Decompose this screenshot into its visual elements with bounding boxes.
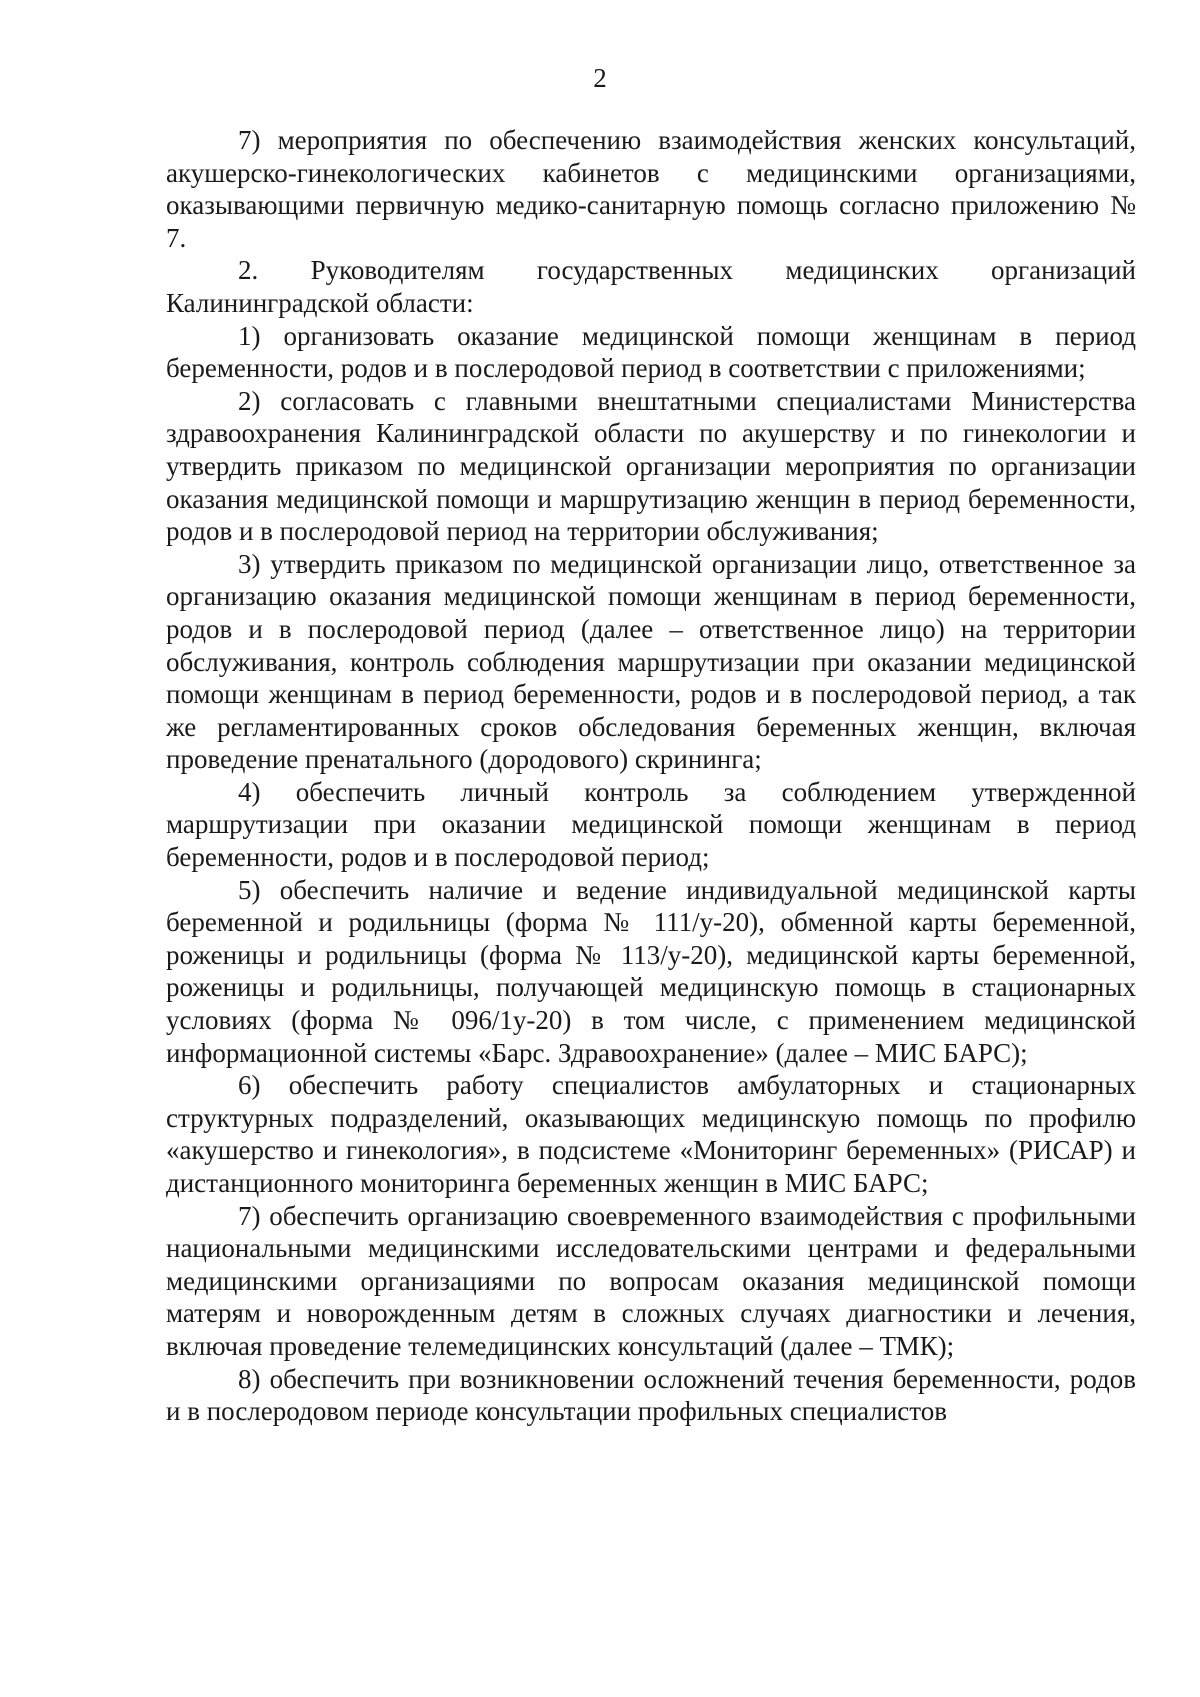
paragraph-item-3-approve: 3) утвердить приказом по медицинской организации лицо, ответственное за организацию оказания медицинской помощи женщинам в период беременности, родов и в послеродовой период (далее – ответственное лицо) на территории обслуживания, контроль соблюдения маршрутизации при оказании медицинской помощи женщинам в период беременности, родов и в послеродовой период, а так же регламентированных сроков обследования беременных женщин, включая проведение пренатального (дородового) скрининга; — [166, 548, 1136, 775]
paragraph-item-6-specialists: 6) обеспечить работу специалистов амбулаторных и стационарных структурных подразделений, оказывающих медицинскую помощь по профилю «акушерство и гинекология», в подсистеме «Мониторинг беременных» (РИСАР) и дистанционного мониторинга беременных женщин в МИС БАРС; — [166, 1070, 1136, 1198]
paragraph-item-7-interaction: 7) обеспечить организацию своевременного взаимодействия с профильными национальными медицинскими исследовательскими центрами и федеральными медицинскими организациями по вопросам оказания медицинской помощи матерям и новорожденным детям в сложных случаях диагностики и лечения, включая проведение телемедицинских консультаций (далее – ТМК); — [166, 1200, 1136, 1361]
paragraph-item-1-organize: 1) организовать оказание медицинской помощи женщинам в период беременности, родов и в послеродовой период в соответствии с приложениями; — [166, 320, 1136, 384]
paragraph-item-8-complications: 8) обеспечить при возникновении осложнений течения беременности, родов и в послеродовом периоде консультации профильных специалистов — [166, 1363, 1136, 1427]
paragraph-item-7-measures: 7) мероприятия по обеспечению взаимодействия женских консультаций, акушерско-гинекологических кабинетов с медицинскими организациями, оказывающими первичную медико-санитарную помощь согласно приложению № 7. — [166, 125, 1136, 253]
paragraph-item-5-records: 5) обеспечить наличие и ведение индивидуальной медицинской карты беременной и родильницы (форма № 111/у-20), обменной карты беременной, роженицы и родильницы (форма № 113/у-20), медицинской карты беременной, роженицы и родильницы, получающей медицинскую помощь в стационарных условиях (форма № 096/1у-20) в том числе, с применением медицинской информационной системы «Барс. Здравоохранение» (далее – МИС БАРС); — [166, 874, 1136, 1068]
document-body — [166, 124, 1136, 1428]
page-number: 2 — [593, 63, 607, 93]
paragraph-item-4-control: 4) обеспечить личный контроль за соблюдением утвержденной маршрутизации при оказании медицинской помощи женщинам в период беременности, родов и в послеродовой период; — [166, 776, 1136, 873]
paragraph-section-2-heads: 2. Руководителям государственных медицинских организаций Калининградской области: — [166, 255, 1136, 318]
paragraph-item-2-agree: 2) согласовать с главными внештатными специалистами Министерства здравоохранения Калининградской области по акушерству и по гинекологии и утвердить приказом по медицинской организации мероприятия по организации оказания медицинской помощи и маршрутизацию женщин в период беременности, родов и в послеродовой период на территории обслуживания; — [166, 385, 1136, 547]
